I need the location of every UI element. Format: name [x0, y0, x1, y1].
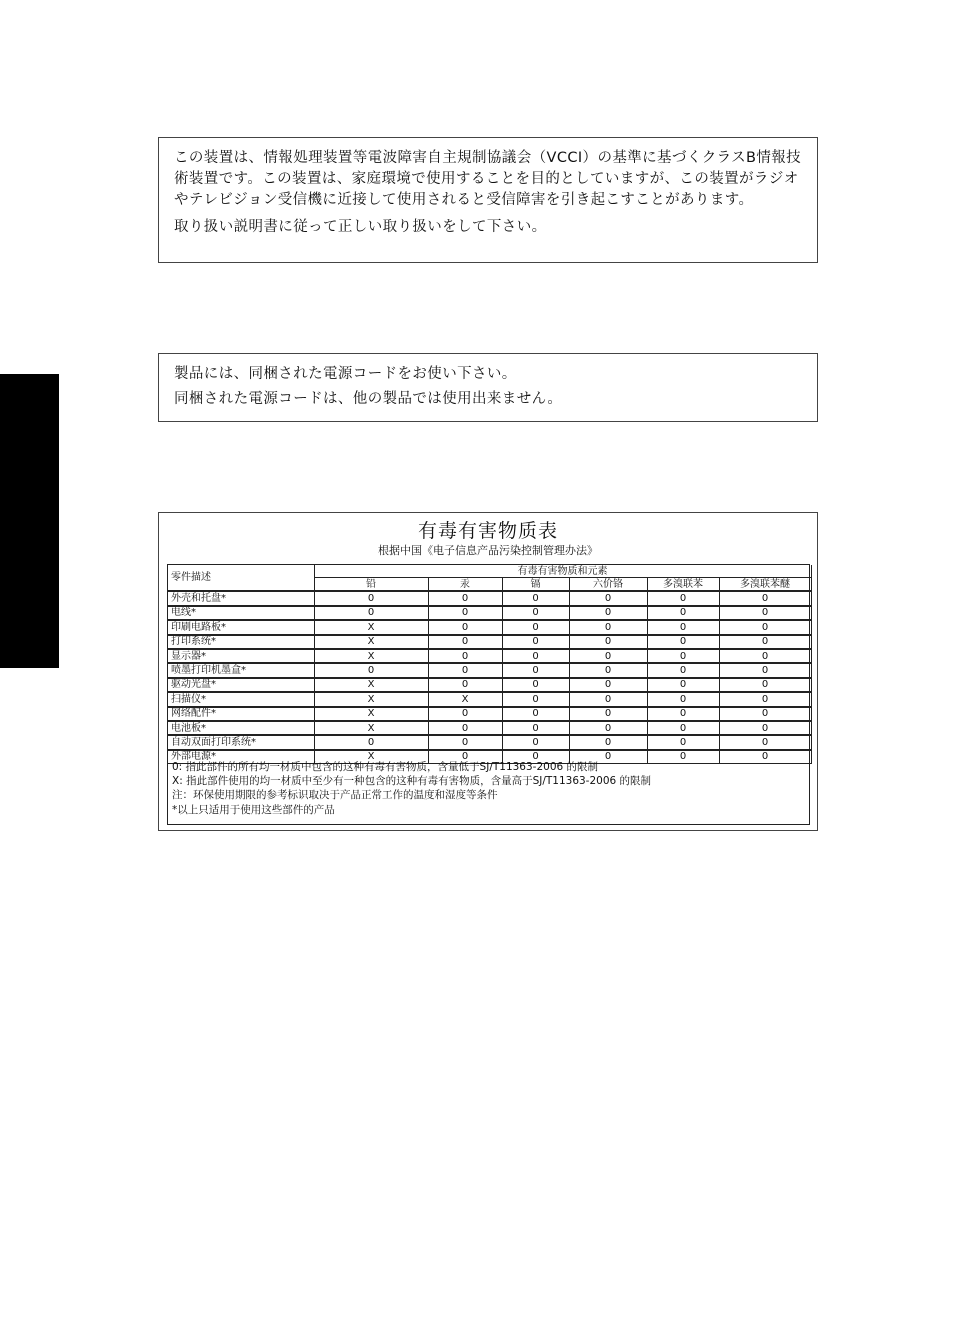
substance-value-cell: X — [314, 678, 428, 692]
substance-value-cell: 0 — [647, 678, 719, 692]
part-name-cell: 喷墨打印机墨盒* — [168, 663, 314, 677]
table-row — [168, 635, 811, 649]
substance-value-cell: 0 — [569, 678, 647, 692]
substance-value-cell: 0 — [428, 721, 502, 735]
substance-value-cell: 0 — [719, 620, 811, 634]
power-cord-line-2: 同梱された電源コードは、他の製品では使用出来ません。 — [174, 391, 563, 407]
substance-value-cell: 0 — [502, 663, 569, 677]
substance-value-cell: 0 — [647, 735, 719, 749]
substance-value-cell: 0 — [647, 606, 719, 620]
substance-value-cell: 0 — [647, 620, 719, 634]
substance-value-cell: 0 — [647, 591, 719, 605]
substance-value-cell: 0 — [428, 591, 502, 605]
substance-value-cell: 0 — [647, 721, 719, 735]
substance-value-cell: 0 — [569, 707, 647, 721]
part-column-header: 零件描述 — [168, 565, 314, 591]
substance-value-cell: X — [314, 721, 428, 735]
substance-value-cell: 0 — [428, 620, 502, 634]
part-name-cell: 自动双面打印系统* — [168, 735, 314, 749]
substance-value-cell: 0 — [502, 649, 569, 663]
substance-value-cell: 0 — [502, 591, 569, 605]
substance-value-cell: 0 — [502, 707, 569, 721]
substance-value-cell: 0 — [569, 750, 647, 764]
section-tab-marker — [0, 374, 59, 668]
substance-value-cell: 0 — [647, 663, 719, 677]
substance-value-cell: 0 — [719, 663, 811, 677]
table-row — [168, 649, 811, 663]
table-row — [168, 692, 811, 706]
substance-value-cell: 0 — [314, 735, 428, 749]
part-name-cell: 印刷电路板* — [168, 620, 314, 634]
table-row — [168, 721, 811, 735]
substance-value-cell: 0 — [719, 635, 811, 649]
part-name-cell: 电池板* — [168, 721, 314, 735]
substance-value-cell: 0 — [569, 721, 647, 735]
note-line: 注：环保使用期限的参考标识取决于产品正常工作的温度和湿度等条件 — [172, 789, 498, 802]
substance-value-cell: 0 — [647, 707, 719, 721]
substance-value-cell: 0 — [647, 692, 719, 706]
substance-value-cell: X — [314, 635, 428, 649]
substance-value-cell: 0 — [428, 649, 502, 663]
substance-value-cell: X — [314, 707, 428, 721]
substance-value-cell: 0 — [428, 606, 502, 620]
substance-header: 镉 — [502, 578, 569, 592]
table-row — [168, 606, 811, 620]
substance-value-cell: 0 — [502, 620, 569, 634]
substance-value-cell: 0 — [647, 649, 719, 663]
substance-value-cell: 0 — [719, 750, 811, 764]
substance-value-cell: 0 — [719, 606, 811, 620]
substance-value-cell: 0 — [428, 707, 502, 721]
rohs-subtitle: 根据中国《电子信息产品污染控制管理办法》 — [378, 544, 598, 557]
substance-value-cell: 0 — [502, 692, 569, 706]
substance-value-cell: 0 — [569, 735, 647, 749]
substance-value-cell: 0 — [569, 649, 647, 663]
substance-value-cell: 0 — [647, 750, 719, 764]
substance-value-cell: 0 — [314, 606, 428, 620]
vcci-notice-box — [158, 137, 818, 263]
substance-value-cell: 0 — [569, 663, 647, 677]
substance-value-cell: 0 — [502, 721, 569, 735]
substance-header: 多溴联苯 — [647, 578, 719, 592]
part-name-cell: 网络配件* — [168, 707, 314, 721]
substance-value-cell: 0 — [569, 591, 647, 605]
substance-header: 铅 — [314, 578, 428, 592]
substance-value-cell: 0 — [502, 750, 569, 764]
substance-value-cell: X — [314, 620, 428, 634]
part-name-cell: 打印系统* — [168, 635, 314, 649]
table-row — [168, 735, 811, 749]
part-name-cell: 外壳和托盘* — [168, 591, 314, 605]
vcci-paragraph-2: 取り扱い説明書に従って正しい取り扱いをして下さい。 — [174, 219, 547, 235]
substance-value-cell: 0 — [502, 635, 569, 649]
note-line: *以上只适用于使用这些部件的产品 — [172, 803, 335, 816]
rohs-table-box — [158, 512, 818, 831]
part-name-cell: 电线* — [168, 606, 314, 620]
substance-value-cell: 0 — [428, 678, 502, 692]
table-row — [168, 620, 811, 634]
substance-value-cell: 0 — [428, 663, 502, 677]
substance-header: 多溴联苯醚 — [719, 578, 811, 592]
substance-header: 六价铬 — [569, 578, 647, 592]
substance-value-cell: 0 — [719, 707, 811, 721]
substance-value-cell: 0 — [502, 606, 569, 620]
substance-value-cell: X — [314, 649, 428, 663]
substance-value-cell: X — [428, 692, 502, 706]
table-row — [168, 707, 811, 721]
substance-value-cell: 0 — [428, 635, 502, 649]
substance-value-cell: 0 — [569, 692, 647, 706]
part-name-cell: 扫描仪* — [168, 692, 314, 706]
substance-value-cell: 0 — [569, 620, 647, 634]
rohs-notes — [172, 760, 651, 817]
substance-value-cell: 0 — [719, 649, 811, 663]
substance-value-cell: 0 — [719, 692, 811, 706]
rohs-title: 有毒有害物质表 — [417, 520, 558, 542]
note-line: 0: 指此部件的所有均一材质中包含的这种有毒有害物质，含量低于SJ/T11363-2006 的限制 — [172, 761, 599, 773]
vcci-paragraph-1: この装置は、情報処理装置等電波障害自主規制協議会（VCCI）の基準に基づくクラスB情報技術装置です。この装置は、家庭環境で使用することを目的としていますが、この装置がラジオやテレビジョン受信機に近接して使用されると受信障害を引き起こすことがあります。 — [174, 150, 802, 208]
power-cord-line-1: 製品には、同梱された電源コードをお使い下さい。 — [174, 366, 517, 382]
substance-value-cell: 0 — [314, 591, 428, 605]
substance-value-cell: 0 — [502, 678, 569, 692]
hazardous-substances-table — [168, 565, 812, 764]
part-name-cell: 驱动光盘* — [168, 678, 314, 692]
substance-value-cell: 0 — [569, 635, 647, 649]
substance-value-cell: 0 — [569, 606, 647, 620]
power-cord-notice-box — [158, 353, 818, 422]
substance-group-header: 有毒有害物质和元素 — [314, 565, 811, 578]
substance-value-cell: 0 — [314, 663, 428, 677]
table-row — [168, 678, 811, 692]
note-line: X: 指此部件使用的均一材质中至少有一种包含的这种有毒有害物质，含量高于SJ/T11363-2006 的限制 — [172, 775, 652, 788]
substance-value-cell: 0 — [719, 721, 811, 735]
part-name-cell: 外部电源* — [168, 750, 314, 764]
substance-value-cell: X — [314, 750, 428, 764]
substance-value-cell: 0 — [719, 678, 811, 692]
table-row — [168, 663, 811, 677]
part-name-cell: 显示器* — [168, 649, 314, 663]
substance-value-cell: 0 — [428, 735, 502, 749]
rohs-inner-frame — [167, 564, 810, 825]
table-row — [168, 591, 811, 605]
substance-value-cell: X — [314, 692, 428, 706]
substance-value-cell: 0 — [719, 591, 811, 605]
substance-header: 汞 — [428, 578, 502, 592]
table-header-row — [168, 565, 811, 578]
substance-value-cell: 0 — [428, 750, 502, 764]
substance-value-cell: 0 — [647, 635, 719, 649]
substance-value-cell: 0 — [719, 735, 811, 749]
substance-value-cell: 0 — [502, 735, 569, 749]
